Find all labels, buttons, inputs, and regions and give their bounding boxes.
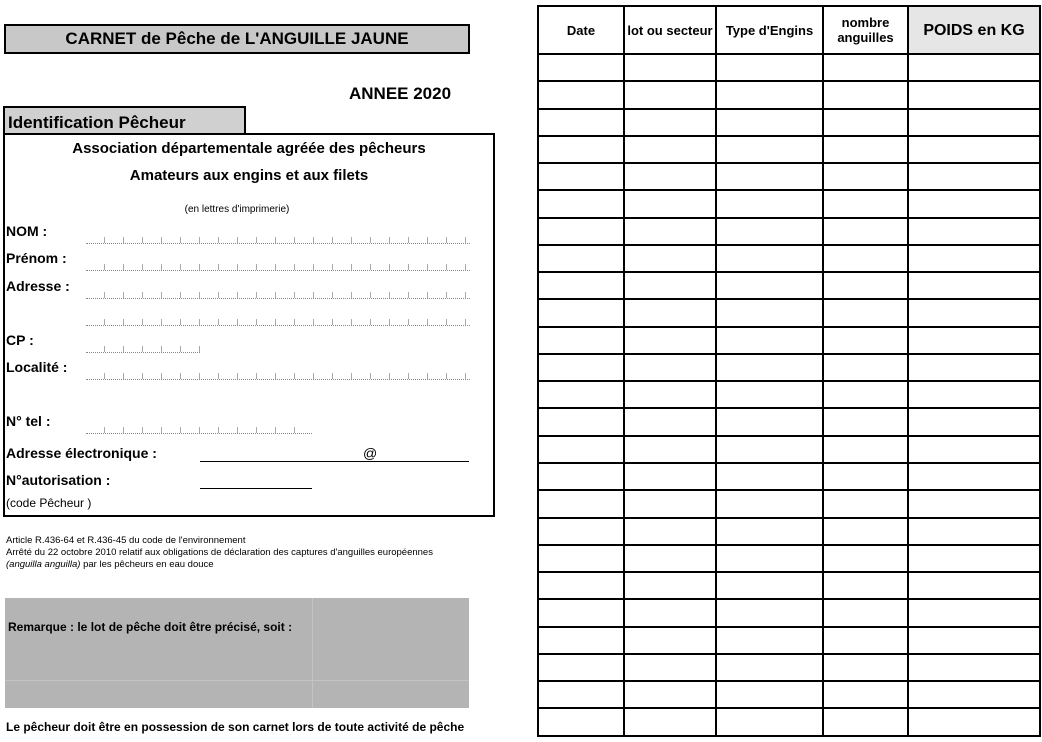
localite-label: Localité : [6, 359, 68, 375]
table-row [538, 218, 1040, 245]
log-cell[interactable] [538, 654, 624, 681]
adresse-field-line-2[interactable] [86, 311, 470, 326]
log-cell[interactable] [716, 245, 823, 272]
log-cell[interactable] [908, 381, 1040, 408]
form-title: CARNET de Pêche de L'ANGUILLE JAUNE [4, 24, 470, 54]
remark-text: Remarque : le lot de pêche doit être précisé, soit : [8, 620, 293, 634]
legal-line-1: Article R.436-64 et R.436-45 du code de l'environnement [6, 535, 246, 546]
log-cell[interactable] [823, 627, 908, 654]
log-cell[interactable] [823, 327, 908, 354]
log-cell[interactable] [538, 136, 624, 163]
log-cell[interactable] [538, 627, 624, 654]
log-cell[interactable] [716, 190, 823, 217]
nom-label: NOM : [6, 223, 48, 239]
footer-notice: Le pêcheur doit être en possession de son carnet lors de toute activité de pêche [6, 720, 465, 734]
log-cell[interactable] [908, 599, 1040, 626]
log-cell[interactable] [538, 245, 624, 272]
log-cell[interactable] [538, 81, 624, 108]
log-cell[interactable] [624, 436, 716, 463]
table-row [538, 327, 1040, 354]
log-cell[interactable] [823, 490, 908, 517]
log-cell[interactable] [716, 81, 823, 108]
log-cell[interactable] [538, 681, 624, 708]
log-cell[interactable] [716, 436, 823, 463]
log-cell[interactable] [538, 490, 624, 517]
log-cell[interactable] [908, 272, 1040, 299]
legal-line-2: Arrêté du 22 octobre 2010 relatif aux obligations de déclaration des captures d'anguilles européennes [6, 547, 433, 558]
table-row [538, 381, 1040, 408]
table-row [538, 272, 1040, 299]
log-cell[interactable] [823, 708, 908, 736]
log-cell[interactable] [538, 463, 624, 490]
log-cell[interactable] [538, 272, 624, 299]
log-cell[interactable] [538, 408, 624, 435]
log-cell[interactable] [716, 327, 823, 354]
log-cell[interactable] [823, 218, 908, 245]
log-cell[interactable] [908, 654, 1040, 681]
table-row [538, 545, 1040, 572]
log-cell[interactable] [716, 109, 823, 136]
log-cell[interactable] [624, 163, 716, 190]
table-row [538, 81, 1040, 108]
log-cell[interactable] [823, 463, 908, 490]
log-cell[interactable] [716, 599, 823, 626]
table-row [538, 654, 1040, 681]
log-cell[interactable] [908, 218, 1040, 245]
log-cell[interactable] [908, 408, 1040, 435]
prenom-label: Prénom : [6, 250, 67, 266]
legal-species-name: (anguilla anguilla) [6, 559, 81, 570]
log-cell[interactable] [624, 545, 716, 572]
tel-label: N° tel : [6, 413, 51, 429]
table-row [538, 490, 1040, 517]
log-cell[interactable] [823, 654, 908, 681]
table-row [538, 681, 1040, 708]
column-header-nombre: nombre anguilles [823, 6, 908, 54]
table-row [538, 136, 1040, 163]
localite-field[interactable] [86, 365, 470, 380]
code-pecheur-label: (code Pêcheur ) [6, 496, 92, 510]
column-header-poids: POIDS en KG [908, 6, 1040, 54]
log-cell[interactable] [908, 54, 1040, 81]
table-row [538, 190, 1040, 217]
adresse-field-line-1[interactable] [86, 284, 470, 299]
log-cell[interactable] [716, 272, 823, 299]
log-cell[interactable] [716, 408, 823, 435]
log-cell[interactable] [624, 54, 716, 81]
log-cell[interactable] [823, 272, 908, 299]
log-cell[interactable] [908, 163, 1040, 190]
log-cell[interactable] [716, 299, 823, 326]
log-cell[interactable] [823, 109, 908, 136]
log-cell[interactable] [823, 381, 908, 408]
table-row [538, 109, 1040, 136]
log-cell[interactable] [538, 163, 624, 190]
table-row [538, 299, 1040, 326]
log-cell[interactable] [624, 681, 716, 708]
log-cell[interactable] [624, 408, 716, 435]
log-cell[interactable] [908, 299, 1040, 326]
table-row [538, 518, 1040, 545]
table-row [538, 463, 1040, 490]
log-cell[interactable] [908, 463, 1040, 490]
log-cell[interactable] [908, 354, 1040, 381]
association-line-1: Association départementale agréée des pêcheurs [72, 140, 426, 157]
log-cell[interactable] [624, 627, 716, 654]
log-cell[interactable] [823, 572, 908, 599]
log-cell[interactable] [823, 518, 908, 545]
log-cell[interactable] [624, 490, 716, 517]
log-cell[interactable] [624, 81, 716, 108]
log-cell[interactable] [538, 599, 624, 626]
log-cell[interactable] [908, 81, 1040, 108]
log-cell[interactable] [823, 136, 908, 163]
log-cell[interactable] [624, 190, 716, 217]
log-cell[interactable] [716, 627, 823, 654]
log-cell[interactable] [823, 545, 908, 572]
column-header-engins: Type d'Engins [716, 6, 823, 54]
log-cell[interactable] [716, 708, 823, 736]
log-cell[interactable] [624, 327, 716, 354]
log-cell[interactable] [823, 436, 908, 463]
log-cell[interactable] [908, 708, 1040, 736]
log-cell[interactable] [908, 327, 1040, 354]
log-cell[interactable] [716, 572, 823, 599]
table-row [538, 163, 1040, 190]
log-cell[interactable] [716, 354, 823, 381]
log-cell[interactable] [624, 708, 716, 736]
log-cell[interactable] [716, 681, 823, 708]
log-cell[interactable] [538, 54, 624, 81]
log-cell[interactable] [624, 299, 716, 326]
email-field[interactable] [200, 460, 469, 462]
log-cell[interactable] [624, 245, 716, 272]
log-cell[interactable] [716, 136, 823, 163]
autorisation-label: N°autorisation : [6, 472, 111, 488]
log-cell[interactable] [624, 218, 716, 245]
log-cell[interactable] [624, 136, 716, 163]
log-cell[interactable] [538, 381, 624, 408]
log-cell[interactable] [624, 654, 716, 681]
log-cell[interactable] [823, 163, 908, 190]
log-cell[interactable] [716, 218, 823, 245]
log-cell[interactable] [823, 54, 908, 81]
table-row [538, 54, 1040, 81]
log-cell[interactable] [823, 599, 908, 626]
catch-log-table [537, 5, 1041, 737]
print-hint: (en lettres d'imprimerie) [184, 204, 290, 215]
log-cell[interactable] [908, 627, 1040, 654]
year-label: ANNEE 2020 [349, 84, 452, 103]
log-cell[interactable] [908, 572, 1040, 599]
log-cell[interactable] [538, 354, 624, 381]
log-cell[interactable] [823, 81, 908, 108]
legal-line-3-rest: par les pêcheurs en eau douce [80, 559, 214, 570]
adresse-label: Adresse : [6, 278, 70, 294]
log-cell[interactable] [716, 54, 823, 81]
log-cell[interactable] [538, 109, 624, 136]
log-cell[interactable] [624, 463, 716, 490]
table-row [538, 572, 1040, 599]
log-cell[interactable] [908, 190, 1040, 217]
log-cell[interactable] [908, 490, 1040, 517]
log-cell[interactable] [624, 109, 716, 136]
log-cell[interactable] [624, 572, 716, 599]
log-cell[interactable] [716, 518, 823, 545]
column-header-date: Date [538, 6, 624, 54]
log-cell[interactable] [908, 245, 1040, 272]
column-header-lot: lot ou secteur [624, 6, 716, 54]
table-row [538, 408, 1040, 435]
log-cell[interactable] [624, 599, 716, 626]
log-cell[interactable] [538, 545, 624, 572]
log-cell[interactable] [908, 136, 1040, 163]
log-cell[interactable] [538, 299, 624, 326]
association-line-2: Amateurs aux engins et aux filets [129, 167, 369, 184]
table-row [538, 627, 1040, 654]
log-cell[interactable] [823, 190, 908, 217]
cp-label: CP : [6, 332, 34, 348]
log-cell[interactable] [823, 354, 908, 381]
log-cell[interactable] [908, 436, 1040, 463]
log-cell[interactable] [823, 681, 908, 708]
table-row [538, 245, 1040, 272]
remark-box [5, 598, 469, 708]
log-cell[interactable] [538, 218, 624, 245]
log-cell[interactable] [823, 299, 908, 326]
log-cell[interactable] [908, 681, 1040, 708]
log-cell[interactable] [908, 545, 1040, 572]
log-cell[interactable] [716, 545, 823, 572]
log-cell[interactable] [716, 381, 823, 408]
log-cell[interactable] [716, 490, 823, 517]
identification-tab-label: Identification Pêcheur [3, 106, 246, 134]
table-row [538, 708, 1040, 736]
legal-line-3 [6, 559, 214, 571]
log-cell[interactable] [624, 518, 716, 545]
email-label: Adresse électronique : [6, 445, 157, 461]
log-cell[interactable] [908, 109, 1040, 136]
table-row [538, 436, 1040, 463]
log-cell[interactable] [624, 272, 716, 299]
table-row [538, 354, 1040, 381]
log-cell[interactable] [624, 381, 716, 408]
nom-field[interactable] [86, 229, 470, 244]
cp-field[interactable] [86, 338, 200, 353]
log-cell[interactable] [538, 327, 624, 354]
table-row [538, 599, 1040, 626]
prenom-field[interactable] [86, 256, 470, 271]
log-cell[interactable] [538, 572, 624, 599]
log-cell[interactable] [538, 190, 624, 217]
log-cell[interactable] [823, 408, 908, 435]
log-cell[interactable] [823, 245, 908, 272]
log-cell[interactable] [716, 163, 823, 190]
log-cell[interactable] [908, 518, 1040, 545]
log-cell[interactable] [538, 436, 624, 463]
table-header-row [538, 6, 1040, 54]
email-at-sign: @ [363, 445, 378, 461]
autorisation-field[interactable] [200, 487, 312, 489]
log-cell[interactable] [624, 354, 716, 381]
log-cell[interactable] [538, 518, 624, 545]
log-cell[interactable] [716, 463, 823, 490]
log-cell[interactable] [538, 708, 624, 736]
log-cell[interactable] [716, 654, 823, 681]
tel-field[interactable] [86, 419, 312, 434]
